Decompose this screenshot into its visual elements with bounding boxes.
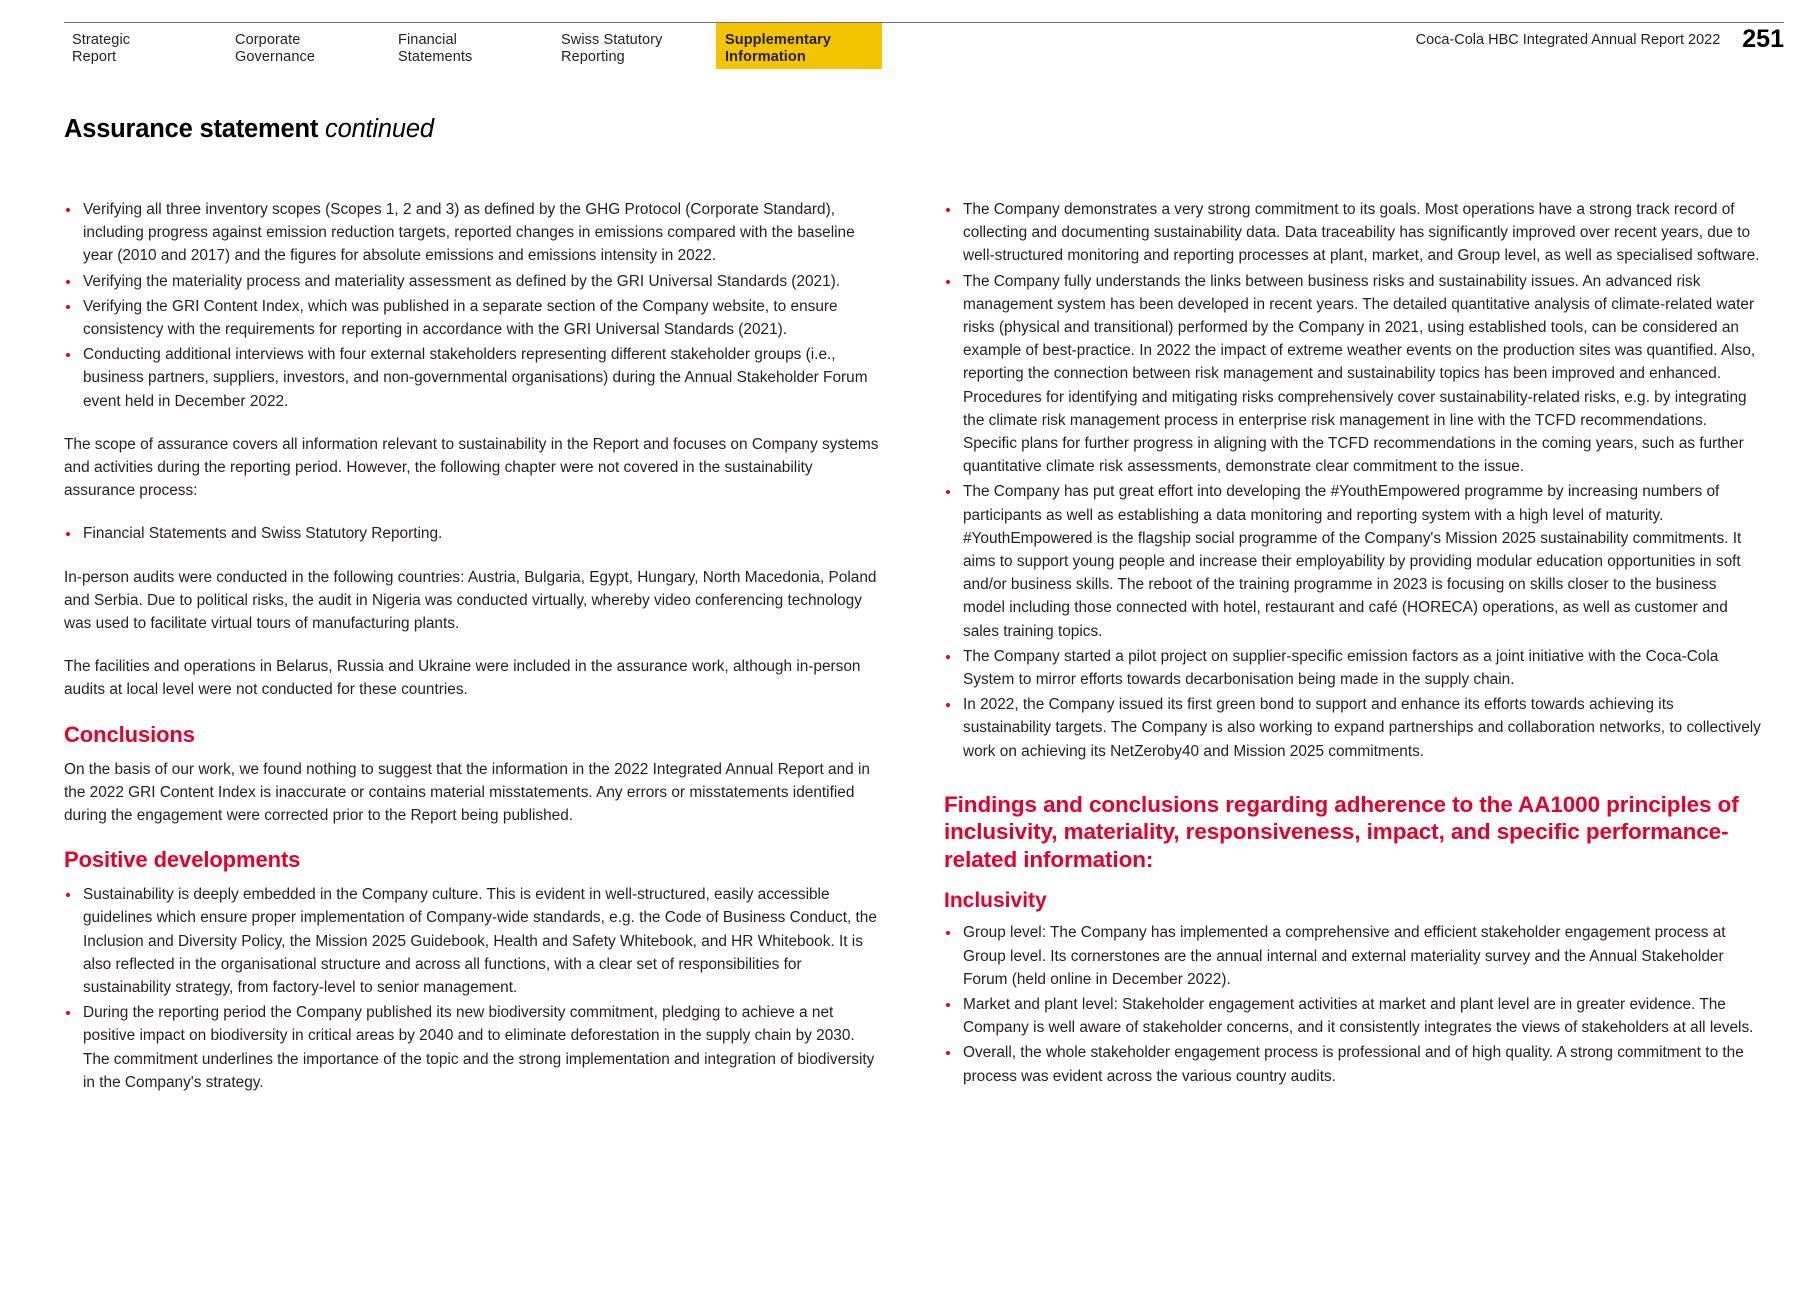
- list-item: Sustainability is deeply embedded in the Company culture. This is evident in well-structured, easily accessible guidelines which ensure proper implementation of Company-wide standards, e.g. the Code of Business Conduct, the Inclusion and Diversity Policy, the Mission 2025 Guidebook, Health and Safety Whitebook, and HR Whitebook. It is also reflected in the organisational structure and across all functions, with a clear set of responsibilities for sustainability strategy, from factory-level to senior management.: [64, 883, 882, 999]
- scope-bullet-list: [64, 198, 882, 413]
- page-title-continued: continued: [325, 115, 434, 144]
- list-item: In 2022, the Company issued its first green bond to support and enhance its efforts towards achieving its sustainability targets. The Company is also working to expand partnerships and collaboration networks, to collectively work on achieving its NetZeroby40 and Mission 2025 commitments.: [944, 693, 1762, 763]
- nav-tab-strategic-report[interactable]: [64, 23, 227, 69]
- positive-developments-continued-bullet-list: [944, 198, 1762, 763]
- list-item: Financial Statements and Swiss Statutory Reporting.: [64, 522, 882, 545]
- section-navigation: [64, 22, 1784, 69]
- nav-tab-swiss-statutory-reporting[interactable]: [553, 23, 716, 69]
- facilities-operations-paragraph: The facilities and operations in Belarus, Russia and Ukraine were included in the assurance work, although in-person audits at local level were not conducted for these countries.: [64, 658, 861, 699]
- conclusions-heading: Conclusions: [64, 721, 195, 747]
- nav-tab-line1: Financial: [398, 32, 457, 48]
- excluded-scope-bullet-list: [64, 522, 882, 545]
- list-item: Group level: The Company has implemented a comprehensive and efficient stakeholder engagement process at Group level. Its cornerstones are the annual internal and external materiality survey and the Annual Stakeholder Forum (held online in December 2022).: [944, 921, 1762, 991]
- list-item: Verifying the materiality process and materiality assessment as defined by the GRI Universal Standards (2021).: [64, 270, 882, 293]
- list-item: Overall, the whole stakeholder engagement process is professional and of high quality. A strong commitment to the process was evident across the various country audits.: [944, 1041, 1762, 1087]
- list-item: The Company has put great effort into developing the #YouthEmpowered programme by increasing numbers of participants as well as establishing a data monitoring and reporting system with a high level of maturity. #YouthEmpowered is the flagship social programme of the Company's Mission 2025 sustainability commitments. It aims to support young people and increase their employability by providing modular education opportunities in soft and/or business skills. The reboot of the training programme in 2023 is focusing on skills closer to the business model including those connected with hotel, restaurant and café (HORECA) operations, as well as customer and sales training topics.: [944, 480, 1762, 642]
- positive-developments-heading: Positive developments: [64, 847, 301, 873]
- header-right: [1416, 23, 1784, 69]
- conclusions-paragraph: On the basis of our work, we found nothing to suggest that the information in the 2022 Integrated Annual Report and in the 2022 GRI Content Index is inaccurate or contains material misstatements. Any errors or misstatements identified during the engagement were corrected prior to the Report being published.: [64, 760, 870, 825]
- scope-of-assurance-paragraph: The scope of assurance covers all information relevant to sustainability in the Report and focuses on Company systems and activities during the reporting period. However, the following chapter were not covered in the sustainability assurance process:: [64, 435, 879, 500]
- right-column: [944, 198, 1762, 1114]
- left-column: [64, 198, 882, 1114]
- nav-tab-financial-statements[interactable]: [390, 23, 553, 69]
- list-item: The Company fully understands the links between business risks and sustainability issues. An advanced risk management system has been developed in recent years. The detailed quantitative analysis of climate-related water risks (physical and transitional) performed by the Company in 2021, using established tools, can be considered an example of best-practice. In 2022 the impact of extreme weather events on the production sites was quantified. Also, reporting the connection between risk management and sustainability topics has been improved and enhanced. Procedures for identifying and mitigating risks comprehensively cover sustainability-related risks, e.g. by integrating the climate risk management process in enterprise risk management in line with the TCFD recommendations. Specific plans for further progress in aligning with the TCFD recommendations in the coming years, such as further quantitative climate risk assessments, demonstrate clear commitment to the issue.: [944, 270, 1762, 479]
- nav-tab-line2: Report: [72, 49, 117, 65]
- list-item: Conducting additional interviews with four external stakeholders representing different stakeholder groups (i.e., business partners, suppliers, investors, and non-governmental organisations) during the Annual Stakeholder Forum event held in December 2022.: [64, 343, 882, 413]
- page-title-main: Assurance statement: [64, 115, 326, 144]
- nav-tab-line2: Information: [725, 49, 806, 65]
- nav-tab-corporate-governance[interactable]: [227, 23, 390, 69]
- page-number: 251: [1742, 25, 1784, 53]
- nav-tab-line2: Reporting: [561, 49, 625, 65]
- list-item: Market and plant level: Stakeholder engagement activities at market and plant level are in greater evidence. The Company is well aware of stakeholder concerns, and it consistently integrates the views of stakeholders at all levels.: [944, 993, 1762, 1039]
- list-item: The Company demonstrates a very strong commitment to its goals. Most operations have a strong track record of collecting and documenting sustainability data. Data traceability has significantly improved over recent years, due to well-structured monitoring and reporting processes at plant, market, and Group level, as well as specialised software.: [944, 198, 1762, 268]
- nav-tab-list: [64, 23, 882, 69]
- nav-tab-supplementary-information[interactable]: [716, 23, 882, 69]
- nav-tab-line1: Swiss Statutory: [561, 32, 663, 48]
- list-item: Verifying all three inventory scopes (Scopes 1, 2 and 3) as defined by the GHG Protocol (Corporate Standard), including progress against emission reduction targets, reported changes in emissions compared with the baseline year (2010 and 2017) and the figures for absolute emissions and emissions intensity in 2022.: [64, 198, 882, 268]
- nav-tab-line1: Corporate: [235, 32, 301, 48]
- list-item: The Company started a pilot project on supplier-specific emission factors as a joint initiative with the Coca-Cola System to mirror efforts towards decarbonisation being made in the supply chain.: [944, 645, 1762, 691]
- inclusivity-bullet-list: [944, 921, 1762, 1087]
- page-title: [64, 115, 434, 144]
- findings-and-conclusions-heading: Findings and conclusions regarding adherence to the AA1000 principles of inclusivity, materiality, responsiveness, impact, and specific performance-related information:: [944, 791, 1739, 872]
- in-person-audits-paragraph: In-person audits were conducted in the following countries: Austria, Bulgaria, Egypt, Hungary, North Macedonia, Poland and Serbia. Due to political risks, the audit in Nigeria was conducted virtually, whereby video conferencing technology was used to facilitate virtual tours of manufacturing plants.: [64, 568, 877, 633]
- list-item: Verifying the GRI Content Index, which was published in a separate section of the Company website, to ensure consistency with the requirements for reporting in accordance with the GRI Universal Standards (2021).: [64, 295, 882, 341]
- report-title-label: Coca-Cola HBC Integrated Annual Report 2022: [1415, 32, 1721, 48]
- positive-developments-bullet-list: [64, 883, 882, 1094]
- nav-tab-line1: Supplementary: [725, 32, 832, 48]
- nav-tab-line1: Strategic: [72, 32, 131, 48]
- nav-tab-line2: Governance: [235, 49, 315, 65]
- list-item: During the reporting period the Company published its new biodiversity commitment, pledging to achieve a net positive impact on biodiversity in critical areas by 2040 and to eliminate deforestation in the supply chain by 2030. The commitment underlines the importance of the topic and the strong implementation and integration of biodiversity in the Company's strategy.: [64, 1001, 882, 1094]
- content-columns: [64, 198, 1764, 1114]
- nav-tab-line2: Statements: [398, 49, 473, 65]
- inclusivity-heading: Inclusivity: [944, 889, 1047, 913]
